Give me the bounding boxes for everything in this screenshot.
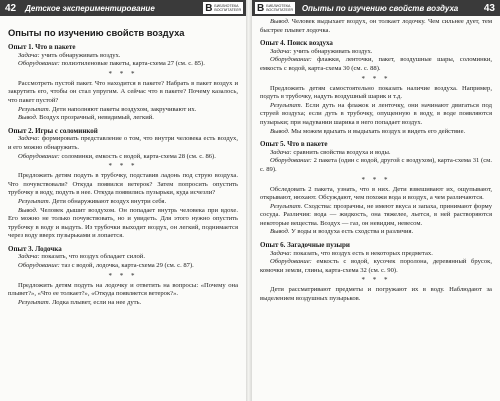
experiment-equipment: Оборудование: соломинки, емкость с водой, карта-схема 28 (см. с. 86). — [18, 152, 216, 160]
experiment-result: Результат. Дети обнаруживают воздух внутри себя. — [18, 197, 167, 205]
experiment-conclusion: Вывод. Человек дышит воздухом. Он попадает внутрь человека при вдохе. Его можно не только почувствовать, но и увидеть. Для этого нужно опустить трубочку в воду и выдуть. Из трубочки выходит воздух, он легкий, поднимается через воду вверх пузырьками и лопается. — [8, 206, 238, 240]
experiment-task: Задача: сравнить свойства воздуха и воды. — [270, 148, 391, 156]
experiment-procedure: Обследовать 2 пакета, узнать, что в них. Дети взвешивают их, ощупывают, открывают, нюхают. Обсуждают, чем похожи вода и воздух, а чем различаются. — [260, 185, 492, 202]
experiment-equipment: Оборудование: таз с водой, лодочка, карта-схема 29 (см. с. 87). — [18, 262, 194, 270]
experiment-task: Задача: показать, что воздух есть в некоторых предметах. — [270, 249, 433, 257]
right-page-header — [252, 0, 500, 16]
right-page-content — [252, 16, 500, 304]
experiment-title: Опыт 2. Игры с соломинкой — [8, 126, 98, 135]
running-header-title: Опыты по изучению свойств воздуха — [301, 3, 459, 13]
experiment-procedure: Дети рассматривают предметы и погружают их в воду. Наблюдают за выделением воздушных пузырьков. — [260, 286, 492, 303]
series-logo-text: БИБЛИОТЕКА ВОСПИТАТЕЛЯ — [266, 4, 293, 12]
experiment-procedure: Предложить детям самостоятельно показать наличие воздуха. Например, подуть в трубочку, надуть воздушный шарик и т.д. — [260, 84, 492, 101]
series-logo-text: БИБЛИОТЕКА ВОСПИТАТЕЛЯ — [214, 4, 241, 12]
experiment-result: Результат. Если дуть на флажок и ленточку, они начинают двигаться под струей воздуха; если дуть в трубочку, опущенную в воду, в воде появляются пузырьки; при надувании шарика в него попадает воздух. — [260, 101, 492, 126]
separator-stars: * * * — [108, 162, 138, 171]
series-logo-letter: В — [257, 2, 265, 14]
experiment-procedure: Рассмотреть пустой пакет. Что находится в пакете? Набрать в пакет воздух и закрутить его, чтобы он стал упругим. А сейчас что в пакете? Почему казалось, что пакет пустой? — [8, 79, 238, 104]
separator-stars: * * * — [361, 175, 391, 184]
page-number: 43 — [483, 2, 495, 14]
experiment-conclusion: Вывод. Мы можем вдыхать и выдыхать воздух и видеть его действие. — [270, 127, 466, 135]
page-number: 42 — [5, 2, 17, 14]
experiment-procedure: Предложить детям подуть в трубочку, подставив ладонь под струю воздуха. Что почувствовали? Откуда появился ветерок? Затем попросить опустить трубочку в воду, подуть в нее. Откуда появились пузырьки, куда исчезли? — [8, 172, 238, 197]
experiment-title: Опыт 3. Лодочка — [8, 244, 62, 253]
experiment-title: Опыт 5. Что в пакете — [260, 140, 328, 149]
separator-stars: * * * — [108, 271, 138, 280]
series-logo-letter: В — [205, 2, 213, 14]
experiment-task: Задача: формировать представление о том, что внутри человека есть воздух, и его можно обнаружить. — [8, 135, 238, 151]
left-page-header — [0, 0, 246, 16]
experiment-conclusion: Вывод. Воздух прозрачный, невидимый, легкий. — [18, 114, 154, 122]
experiment-conclusion: Вывод. Человек выдыхает воздух, он толкает лодочку. Чем сильнее дует, тем быстрее плывет лодочка. — [260, 18, 492, 34]
experiment-task: Задача: показать, что воздух обладает силой. — [18, 253, 145, 261]
experiment-title: Опыт 4. Поиск воздуха — [260, 39, 333, 48]
experiment-task: Задача: учить обнаруживать воздух. — [270, 47, 373, 55]
experiment-result: Результат. Дети наполняют пакеты воздухом, закручивают их. — [18, 105, 197, 113]
experiment-equipment: Оборудование: 2 пакета (один с водой, другой с воздухом), карта-схема 31 (см. с. 89). — [260, 157, 492, 173]
experiment-equipment: Оборудование: полиэтиленовые пакеты, карта-схема 27 (см. с. 85). — [18, 60, 205, 68]
experiment-equipment: Оборудование: флажки, ленточки, пакет, воздушные шары, соломинки, емкость с водой, карта-схема 30 (см. с. 88). — [260, 56, 492, 72]
separator-stars: * * * — [361, 74, 391, 83]
experiment-equipment: Оборудование: емкость с водой, кусочек поролона, деревянный брусок, комочки земли, глины, карта-схема 32 (см. с. 90). — [260, 258, 492, 274]
left-page — [0, 0, 246, 401]
experiment-task: Задача: учить обнаруживать воздух. — [18, 51, 121, 59]
experiment-title: Опыт 6. Загадочные пузыри — [260, 241, 350, 250]
experiment-title: Опыт 1. Что в пакете — [8, 43, 76, 51]
separator-stars: * * * — [361, 276, 391, 285]
experiment-procedure: Предложить детям подуть на лодочку и ответить на вопросы: «Почему она плывет?», «Что ее толкает?», «Откуда появляется ветерок?». — [8, 281, 238, 298]
section-title: Опыты по изучению свойств воздуха — [8, 27, 185, 38]
series-logo — [255, 2, 295, 14]
experiment-conclusion: Вывод. У воды и воздуха есть сходства и различия. — [270, 228, 414, 236]
left-page-content — [0, 16, 246, 307]
separator-stars: * * * — [108, 69, 138, 78]
series-logo — [203, 2, 243, 14]
right-page — [252, 0, 500, 401]
running-header-title: Детское экспериментирование — [25, 3, 155, 13]
experiment-result: Результат. Лодка плывет, если на нее дуть. — [18, 298, 142, 306]
experiment-result: Результат. Сходства: прозрачны, не имеют вкуса и запаха, принимают форму сосуда. Различия: вода — жидкость, она тяжелее, льется, в ней растворяются некоторые вещества. Воздух — газ, он невидим, невесом. — [260, 202, 492, 227]
